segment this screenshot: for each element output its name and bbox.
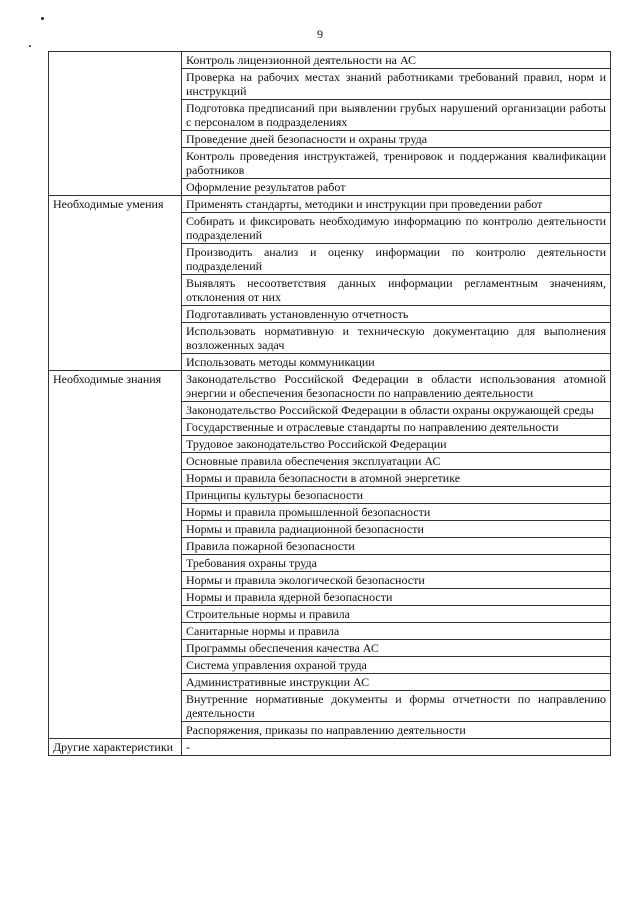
table-cell: Производить анализ и оценку информации по контролю деятельности подразделений (182, 244, 611, 275)
table-cell: Основные правила обеспечения эксплуатации АС (182, 453, 611, 470)
table-cell: Санитарные нормы и правила (182, 623, 611, 640)
table-cell: Подготовка предписаний при выявлении грубых нарушений организации работы с персоналом в подразделениях (182, 100, 611, 131)
table-body (49, 52, 611, 756)
scan-speck (41, 17, 44, 20)
table-cell: Проведение дней безопасности и охраны труда (182, 131, 611, 148)
table-cell: Нормы и правила экологической безопасности (182, 572, 611, 589)
table-row (49, 196, 611, 213)
table-cell: Нормы и правила промышленной безопасности (182, 504, 611, 521)
table-cell: Административные инструкции АС (182, 674, 611, 691)
table-cell: Трудовое законодательство Российской Федерации (182, 436, 611, 453)
table-cell: Выявлять несоответствия данных информации регламентным значениям, отклонения от них (182, 275, 611, 306)
table-row (49, 739, 611, 756)
table-cell: Применять стандарты, методики и инструкции при проведении работ (182, 196, 611, 213)
section-label: Необходимые знания (49, 371, 182, 739)
page-number: 9 (317, 27, 323, 41)
table-cell: Принципы культуры безопасности (182, 487, 611, 504)
table-cell: Контроль проведения инструктажей, тренировок и поддержания квалификации работников (182, 148, 611, 179)
table-cell: Нормы и правила ядерной безопасности (182, 589, 611, 606)
table-cell: Оформление результатов работ (182, 179, 611, 196)
table-cell: Проверка на рабочих местах знаний работниками требований правил, норм и инструкций (182, 69, 611, 100)
section-label: Другие характеристики (49, 739, 182, 756)
table-cell: Нормы и правила безопасности в атомной энергетике (182, 470, 611, 487)
table-cell: Использовать нормативную и техническую документацию для выполнения возложенных задач (182, 323, 611, 354)
table-cell: Строительные нормы и правила (182, 606, 611, 623)
characteristics-table (48, 51, 611, 756)
table-row (49, 52, 611, 69)
table-row (49, 371, 611, 402)
table-cell: - (182, 739, 611, 756)
table-cell: Использовать методы коммуникации (182, 354, 611, 371)
section-label: Необходимые умения (49, 196, 182, 371)
table-cell: Система управления охраной труда (182, 657, 611, 674)
table-cell: Законодательство Российской Федерации в области охраны окружающей среды (182, 402, 611, 419)
table-cell: Распоряжения, приказы по направлению деятельности (182, 722, 611, 739)
table-cell: Внутренние нормативные документы и формы отчетности по направлению деятельности (182, 691, 611, 722)
table-cell: Государственные и отраслевые стандарты по направлению деятельности (182, 419, 611, 436)
table-cell: Контроль лицензионной деятельности на АС (182, 52, 611, 69)
table-cell: Требования охраны труда (182, 555, 611, 572)
table-cell: Нормы и правила радиационной безопасности (182, 521, 611, 538)
scan-speck (29, 45, 31, 47)
table-cell: Законодательство Российской Федерации в области использования атомной энергии и обеспечения безопасности по направлению деятельности (182, 371, 611, 402)
table-cell: Правила пожарной безопасности (182, 538, 611, 555)
table-cell: Программы обеспечения качества АС (182, 640, 611, 657)
section-label (49, 52, 182, 196)
table-cell: Подготавливать установленную отчетность (182, 306, 611, 323)
table-cell: Собирать и фиксировать необходимую информацию по контролю деятельности подразделений (182, 213, 611, 244)
